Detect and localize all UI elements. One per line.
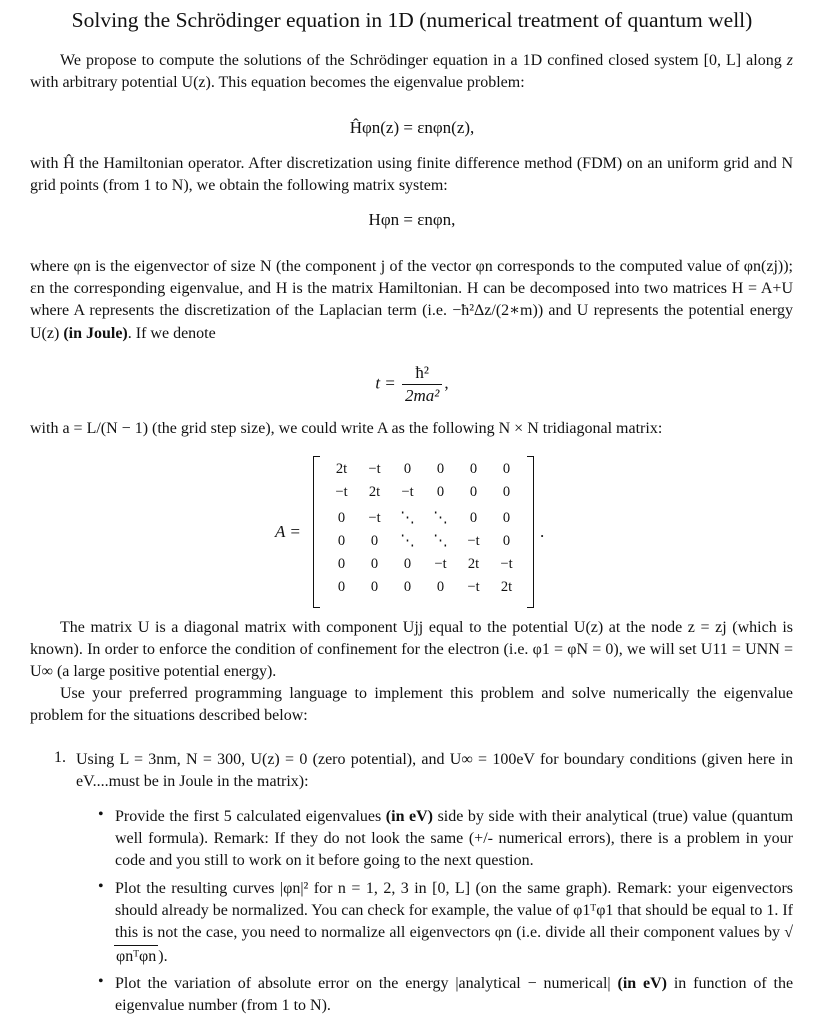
bullet-3: [115, 973, 793, 1017]
intro-text-b: with arbitrary potential U(z). This equation becomes the eigenvalue problem:: [30, 74, 525, 92]
sqrt-expression: φnᵀφn: [114, 945, 158, 968]
eigenvector-paragraph: [30, 256, 793, 345]
matrix-cell: 2t: [500, 579, 513, 595]
matrix-cell: 0: [469, 461, 478, 477]
bullet-1: [115, 806, 793, 873]
equation-matrix-system: Hφn = εnφn,: [368, 210, 456, 229]
bullet-2-rest: ).: [158, 947, 168, 965]
bullet-1-text: Provide the first 5 calculated eigenvalues: [115, 808, 382, 825]
matrix-cell: 0: [469, 484, 478, 500]
matrix-cell: ⋱: [433, 510, 448, 526]
matrix-cell: 0: [337, 533, 346, 549]
matrix-cell: 0: [337, 556, 346, 572]
eigenvector-text-end: . If we denote: [127, 324, 216, 342]
matrix-cell: 2t: [335, 461, 348, 477]
list-number: 1.: [54, 749, 66, 766]
t-fraction: [402, 362, 442, 407]
matrix-cell: 0: [436, 579, 445, 595]
matrix-cell: 0: [502, 510, 511, 526]
matrix-cell: 0: [337, 579, 346, 595]
matrix-cell: −t: [467, 533, 480, 549]
matrix-cell: 0: [502, 533, 511, 549]
matrix-cell: 0: [337, 510, 346, 526]
matrix-grid: [325, 458, 525, 599]
t-numerator: ħ²: [402, 362, 442, 385]
bullet-2-text: Plot the resulting curves |φn|² for n = 1, 2, 3 in [0, L] (on the same graph). Remark: your eigenvectors should already be normalized. You can check for example, the value of φ1ᵀφ1 that should be equal to 1. If this is not the case, you need to normalize all eigenvectors φn (i.e. divide all their component values by: [115, 880, 793, 942]
joule-bold: (in Joule): [63, 324, 128, 342]
matrix-cell: −t: [368, 461, 381, 477]
matrix-period: .: [540, 522, 545, 541]
bullet-3-marker: •: [98, 973, 104, 990]
t-lhs: t =: [375, 373, 396, 393]
matrix-row: [325, 458, 525, 481]
bullet-1-marker: •: [98, 806, 104, 823]
matrix-cell: 0: [370, 533, 379, 549]
matrix-cell: −t: [500, 556, 513, 572]
matrix-row: [325, 576, 525, 599]
matrix-cell: 0: [436, 461, 445, 477]
matrix-cell: 0: [502, 484, 511, 500]
matrix-row: [325, 530, 525, 553]
matrix-cell: ⋱: [400, 510, 415, 526]
matrix-cell: −t: [467, 579, 480, 595]
hamiltonian-paragraph: with Ĥ the Hamiltonian operator. After discretization using finite difference method (FDM) on an uniform grid and N grid points (from 1 to N), we obtain the following matrix system:: [30, 155, 793, 195]
matrix-cell: 0: [436, 484, 445, 500]
equation-t-definition: t = $\frac{\text{ħ²}}{\text{2ma²}}$ ,: [375, 363, 449, 405]
matrix-cell: 0: [502, 461, 511, 477]
bullet-3-bold: (in eV): [617, 975, 667, 992]
matrix-label: A =: [275, 522, 301, 541]
matrix-cell: 2t: [368, 484, 381, 500]
bullet-1-bold: (in eV): [385, 808, 434, 825]
matrix-right-bracket: [527, 456, 534, 608]
matrix-cell: 0: [403, 579, 412, 595]
matrix-cell: 0: [469, 510, 478, 526]
intro-paragraph: [30, 50, 793, 94]
page-title: Solving the Schrödinger equation in 1D (numerical treatment of quantum well): [71, 8, 753, 32]
t-denominator: 2ma²: [405, 386, 440, 405]
tridiagonal-matrix: [313, 456, 543, 608]
matrix-cell: −t: [335, 484, 348, 500]
bullet-3-text: Plot the variation of absolute error on the energy |analytical − numerical|: [115, 975, 611, 992]
matrix-cell: ⋱: [433, 533, 448, 549]
matrix-row: [325, 507, 525, 530]
instructions-paragraph: Use your preferred programming language to implement this problem and solve numerically the eigenvalue problem for the situations described below:: [30, 685, 793, 725]
matrix-cell: −t: [434, 556, 447, 572]
equation-schrodinger: Ĥφn(z) = εnφn(z),: [349, 118, 475, 137]
matrix-row: [325, 553, 525, 576]
matrix-cell: 2t: [467, 556, 480, 572]
bullet-2-marker: •: [98, 878, 104, 895]
matrix-cell: 0: [370, 556, 379, 572]
matrix-cell: ⋱: [400, 533, 415, 549]
var-z: z: [786, 52, 794, 69]
bullet-1-rest: side by side with their analytical (true) value (quantum well formula). Remark: If they do not look the same (+/- numerical errors), there is a problem in your code and you still to work on it before going to the next question.: [115, 808, 794, 870]
matrix-cell: −t: [368, 510, 381, 526]
matrix-cell: 0: [403, 461, 412, 477]
matrix-row: [325, 481, 525, 504]
grid-step-paragraph: with a = L/(N − 1) (the grid step size), we could write A as the following N × N tridiagonal matrix:: [30, 420, 663, 437]
diagonal-matrix-paragraph: The matrix U is a diagonal matrix with component Ujj equal to the potential U(z) at the node z = zj (which is known). In order to enforce the condition of confinement for the electron (i.e. φ1 = φN = 0), we will set U11 = UNN = U∞ (a large positive potential energy).: [30, 619, 793, 681]
eigenvector-text: where φn is the eigenvector of size N (the component j of the vector φn corresponds to the computed value of φn(zj)); εn the corresponding eigenvalue, and H is the matrix Hamiltonian. H can be decomposed into two matrices H = A+U where A represents the discretization of the Laplacian term (i.e. −ħ²Δz/(2∗m)) and U represents the potential energy U(z): [30, 258, 793, 342]
intro-text-a: We propose to compute the solutions of the Schrödinger equation in a 1D confined closed system [0, L] along: [60, 52, 782, 69]
bullet-3-rest: in function of the eigenvalue number (from 1 to N).: [115, 975, 794, 1015]
matrix-cell: 0: [370, 579, 379, 595]
matrix-cell: −t: [401, 484, 414, 500]
matrix-cell: 0: [403, 556, 412, 572]
bullet-2: Plot the resulting curves |φn|² for n = 1, 2, 3 in [0, L] (on the same graph). Remark: your eigenvectors should already be normalized. You can check for example, the value of φ1ᵀφ1 that should be equal to 1. If this is not the case, you need to normalize all eigenvectors φn (i.e. divide all their component values by √φnᵀφn ).: [115, 878, 793, 968]
list-item-1: Using L = 3nm, N = 300, U(z) = 0 (zero potential), and U∞ = 100eV for boundary conditions (given here in eV....must be in Joule in the matrix):: [76, 751, 793, 791]
matrix-left-bracket: [313, 456, 320, 608]
